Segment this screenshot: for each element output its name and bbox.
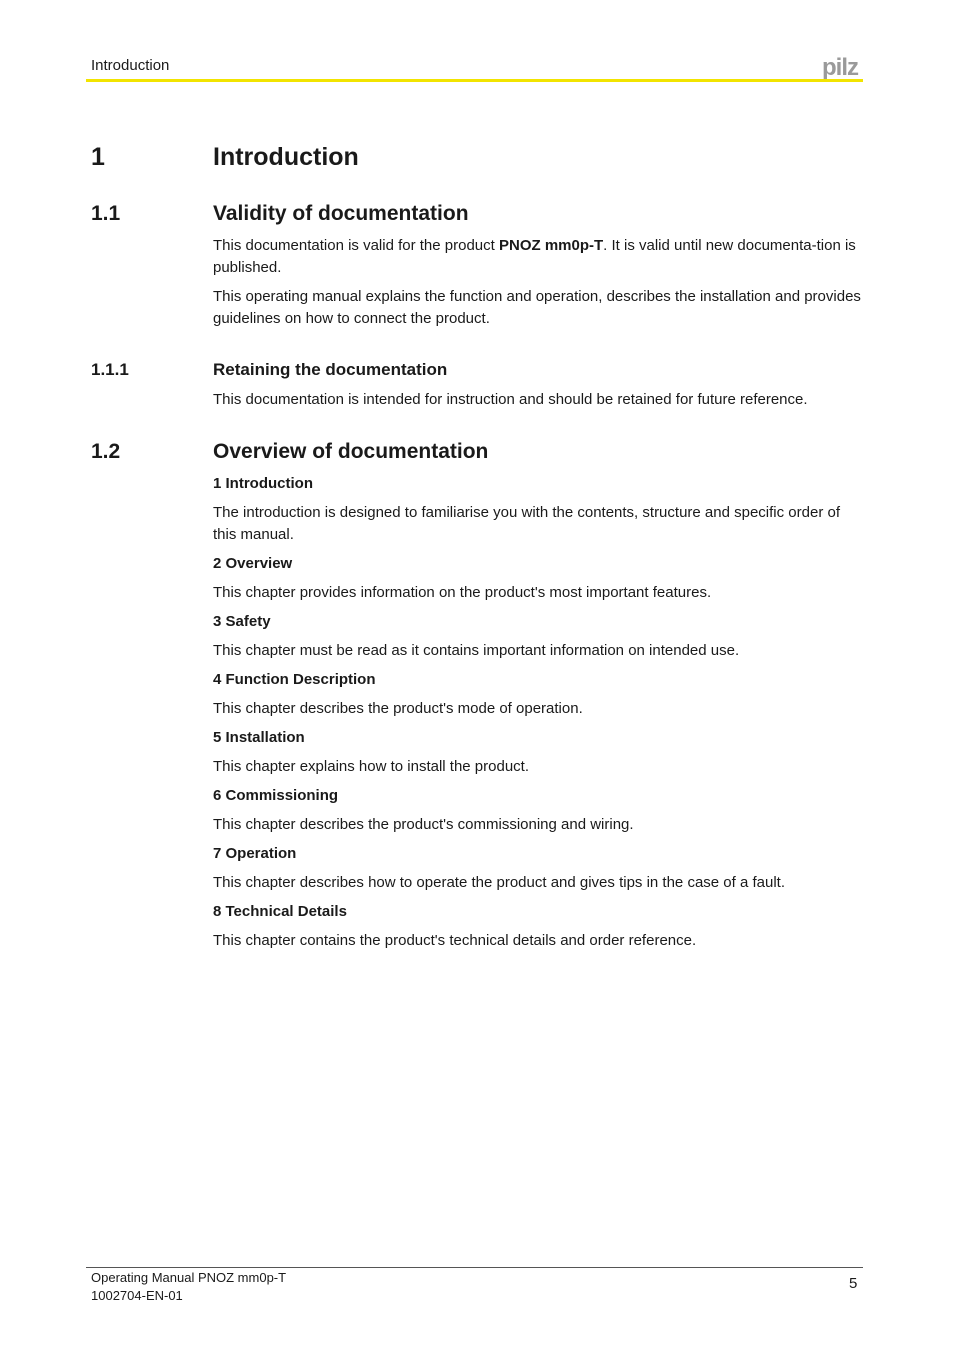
product-name: PNOZ mm0p-T — [498, 237, 604, 254]
overview-item-text: This chapter describes the product's mode of operation. — [213, 700, 583, 717]
page-number: 5 — [849, 1275, 858, 1292]
manual-scope-paragraph: This operating manual explains the function and operation, describes the installation and provides guidelines on how to connect the product. — [213, 288, 861, 327]
section-title: Validity of documentation — [213, 202, 469, 225]
section-number: 1.1.1 — [91, 360, 129, 379]
section-number: 1.2 — [91, 440, 121, 463]
overview-item-text: The introduction is designed to familiarise you with the contents, structure and specific order of this manual. — [213, 504, 840, 543]
section-title: Overview of documentation — [213, 440, 489, 463]
overview-item-heading: 8 Technical Details — [213, 903, 347, 920]
overview-list — [213, 473, 861, 952]
footer-info — [91, 1269, 286, 1305]
overview-item-heading: 2 Overview — [213, 555, 293, 572]
overview-item-text: This chapter describes how to operate the product and gives tips in the case of a fault. — [213, 874, 785, 891]
footer-rule — [86, 1267, 863, 1268]
overview-item-heading: 5 Installation — [213, 729, 305, 746]
overview-item-text: This chapter provides information on the product's most important features. — [213, 584, 712, 601]
header-rule — [86, 79, 863, 82]
retaining-paragraph: This documentation is intended for instruction and should be retained for future reference. — [213, 391, 808, 408]
overview-item-text: This chapter contains the product's technical details and order reference. — [213, 932, 697, 949]
section-1-1-1-body — [213, 389, 861, 411]
overview-item-heading: 1 Introduction — [213, 475, 313, 492]
logo-text: pilz — [822, 55, 858, 79]
chapter-title: Introduction — [213, 143, 359, 171]
section-number: 1.1 — [91, 202, 121, 225]
document-number: 1002704-EN-01 — [91, 1288, 183, 1303]
section-title: Retaining the documentation — [213, 360, 448, 379]
validity-paragraph: This documentation is valid for the product PNOZ mm0p-T. It is valid until new documenta-tion is published. — [213, 237, 856, 276]
manual-title: Operating Manual PNOZ mm0p-T — [91, 1270, 287, 1285]
overview-item-heading: 7 Operation — [213, 845, 297, 862]
section-1-1-body — [213, 235, 861, 330]
overview-item-heading: 6 Commissioning — [213, 787, 339, 804]
overview-item-text: This chapter explains how to install the product. — [213, 758, 530, 775]
overview-item-heading: 4 Function Description — [213, 671, 376, 688]
pilz-logo — [822, 55, 864, 79]
overview-item-text: This chapter describes the product's commissioning and wiring. — [213, 816, 634, 833]
running-header: Introduction — [91, 57, 170, 74]
chapter-number: 1 — [91, 143, 105, 171]
overview-item-text: This chapter must be read as it contains important information on intended use. — [213, 642, 740, 659]
overview-item-heading: 3 Safety — [213, 613, 271, 630]
